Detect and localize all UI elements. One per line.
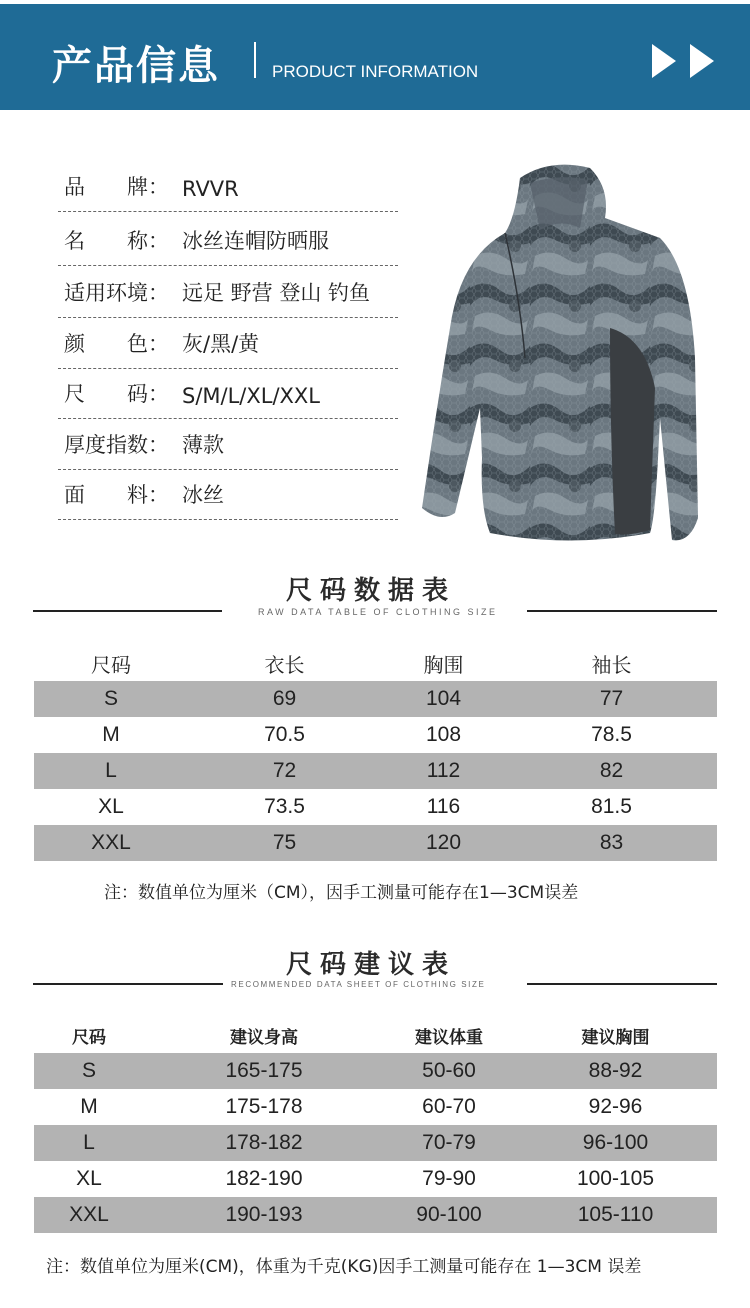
table-row: [34, 825, 717, 861]
table-cell: 175-178: [225, 1095, 303, 1118]
divider-line: [33, 610, 222, 612]
info-value: 灰/黑/黄: [182, 332, 260, 356]
table-cell: 79-90: [422, 1167, 476, 1190]
table-cell: 96-100: [514, 1125, 717, 1161]
info-value: S/M/L/XL/XXL: [182, 384, 321, 408]
info-value: 冰丝连帽防晒服: [182, 229, 329, 253]
table-row: [34, 1053, 717, 1089]
info-value: RVVR: [182, 177, 239, 201]
info-value: 薄款: [182, 433, 224, 457]
col-header: 胸围: [423, 654, 464, 677]
table-cell: 50-60: [384, 1053, 514, 1089]
table-cell: 83: [506, 825, 717, 861]
table-cell: 70.5: [264, 723, 305, 746]
table-cell: 108: [425, 723, 462, 746]
table-cell: M: [80, 1095, 98, 1118]
info-row-color: [58, 317, 398, 369]
col-header: 尺码: [91, 654, 131, 677]
header-divider: [254, 42, 256, 78]
table-cell: 72: [188, 753, 381, 789]
table-cell: 182-190: [225, 1167, 303, 1190]
recommend-table-note: 注：数值单位为厘米(CM)，体重为千克(KG)因手工测量可能存在 1—3CM 误差: [46, 1257, 642, 1277]
recommend-table-subtitle: RECOMMENDED DATA SHEET OF CLOTHING SIZE: [231, 980, 486, 989]
table-cell: 116: [426, 795, 461, 818]
info-label: 尺 码：: [64, 382, 169, 406]
info-row-size: [58, 367, 398, 419]
info-label: 面 料：: [64, 483, 169, 507]
table-cell: 92-96: [588, 1095, 643, 1118]
table-cell: 60-70: [422, 1095, 476, 1118]
col-header: 尺码: [72, 1028, 106, 1048]
table-cell: XL: [76, 1167, 102, 1190]
info-label: 颜 色：: [64, 332, 169, 356]
table-row: [34, 1125, 717, 1161]
table-header-row: [34, 1018, 717, 1053]
size-table-title: 尺码数据表: [286, 576, 457, 606]
info-label: 厚度指数：: [64, 433, 169, 457]
table-row: [34, 753, 717, 789]
table-cell: 112: [381, 753, 506, 789]
table-cell: 105-110: [514, 1197, 717, 1233]
table-cell: 100-105: [576, 1167, 655, 1190]
size-table-note: 注：数值单位为厘米（CM），因手工测量可能存在1—3CM误差: [104, 883, 579, 903]
page-title: 产品信息: [52, 43, 220, 89]
table-cell: M: [102, 723, 120, 746]
table-cell: 90-100: [384, 1197, 514, 1233]
divider-line: [33, 983, 223, 985]
table-cell: 70-79: [384, 1125, 514, 1161]
col-header: 建议体重: [415, 1028, 483, 1048]
table-cell: 104: [381, 681, 506, 717]
size-table-subtitle: RAW DATA TABLE OF CLOTHING SIZE: [258, 607, 498, 617]
col-header: 衣长: [264, 654, 305, 677]
table-cell: 78.5: [591, 723, 632, 746]
product-image-hoodie: [410, 158, 710, 553]
table-cell: 190-193: [144, 1197, 384, 1233]
recommend-table-title: 尺码建议表: [286, 950, 457, 980]
page-subtitle: PRODUCT INFORMATION: [272, 62, 479, 81]
header-banner: [0, 4, 750, 110]
info-row-environment: [58, 266, 398, 318]
table-cell: 81.5: [591, 795, 632, 818]
table-cell: 75: [188, 825, 381, 861]
table-cell: 120: [381, 825, 506, 861]
info-value: 远足 野营 登山 钓鱼: [182, 281, 371, 305]
recommend-data-table: [34, 1018, 717, 1233]
table-row: [34, 681, 717, 717]
divider-line: [527, 983, 717, 985]
table-cell: S: [34, 681, 188, 717]
info-value: 冰丝: [182, 483, 224, 507]
table-cell: L: [34, 1125, 144, 1161]
table-cell: 88-92: [514, 1053, 717, 1089]
table-row: [34, 1089, 717, 1125]
table-cell: XXL: [34, 1197, 144, 1233]
info-row-name: [58, 214, 398, 266]
table-row: [34, 1161, 717, 1197]
info-label: 名 称：: [64, 229, 169, 253]
size-data-table: [34, 645, 717, 861]
table-row: [34, 789, 717, 825]
divider-line: [527, 610, 717, 612]
table-cell: 178-182: [144, 1125, 384, 1161]
table-cell: XL: [98, 795, 124, 818]
col-header: 建议身高: [230, 1028, 298, 1048]
table-cell: S: [34, 1053, 144, 1089]
info-label: 适用环境：: [64, 281, 169, 305]
info-row-thickness: [58, 418, 398, 470]
double-chevron-right-icon: [652, 44, 716, 78]
table-cell: 165-175: [144, 1053, 384, 1089]
table-row: [34, 1197, 717, 1233]
table-cell: 73.5: [264, 795, 305, 818]
info-label: 品 牌：: [64, 175, 169, 199]
info-row-fabric: [58, 468, 398, 520]
info-row-brand: [58, 160, 398, 212]
col-header: 袖长: [591, 654, 632, 677]
col-header: 建议胸围: [581, 1028, 650, 1048]
table-cell: 82: [506, 753, 717, 789]
table-row: [34, 717, 717, 753]
table-header-row: [34, 645, 717, 681]
table-cell: XXL: [34, 825, 188, 861]
table-cell: 69: [188, 681, 381, 717]
table-cell: 77: [506, 681, 717, 717]
table-cell: L: [34, 753, 188, 789]
